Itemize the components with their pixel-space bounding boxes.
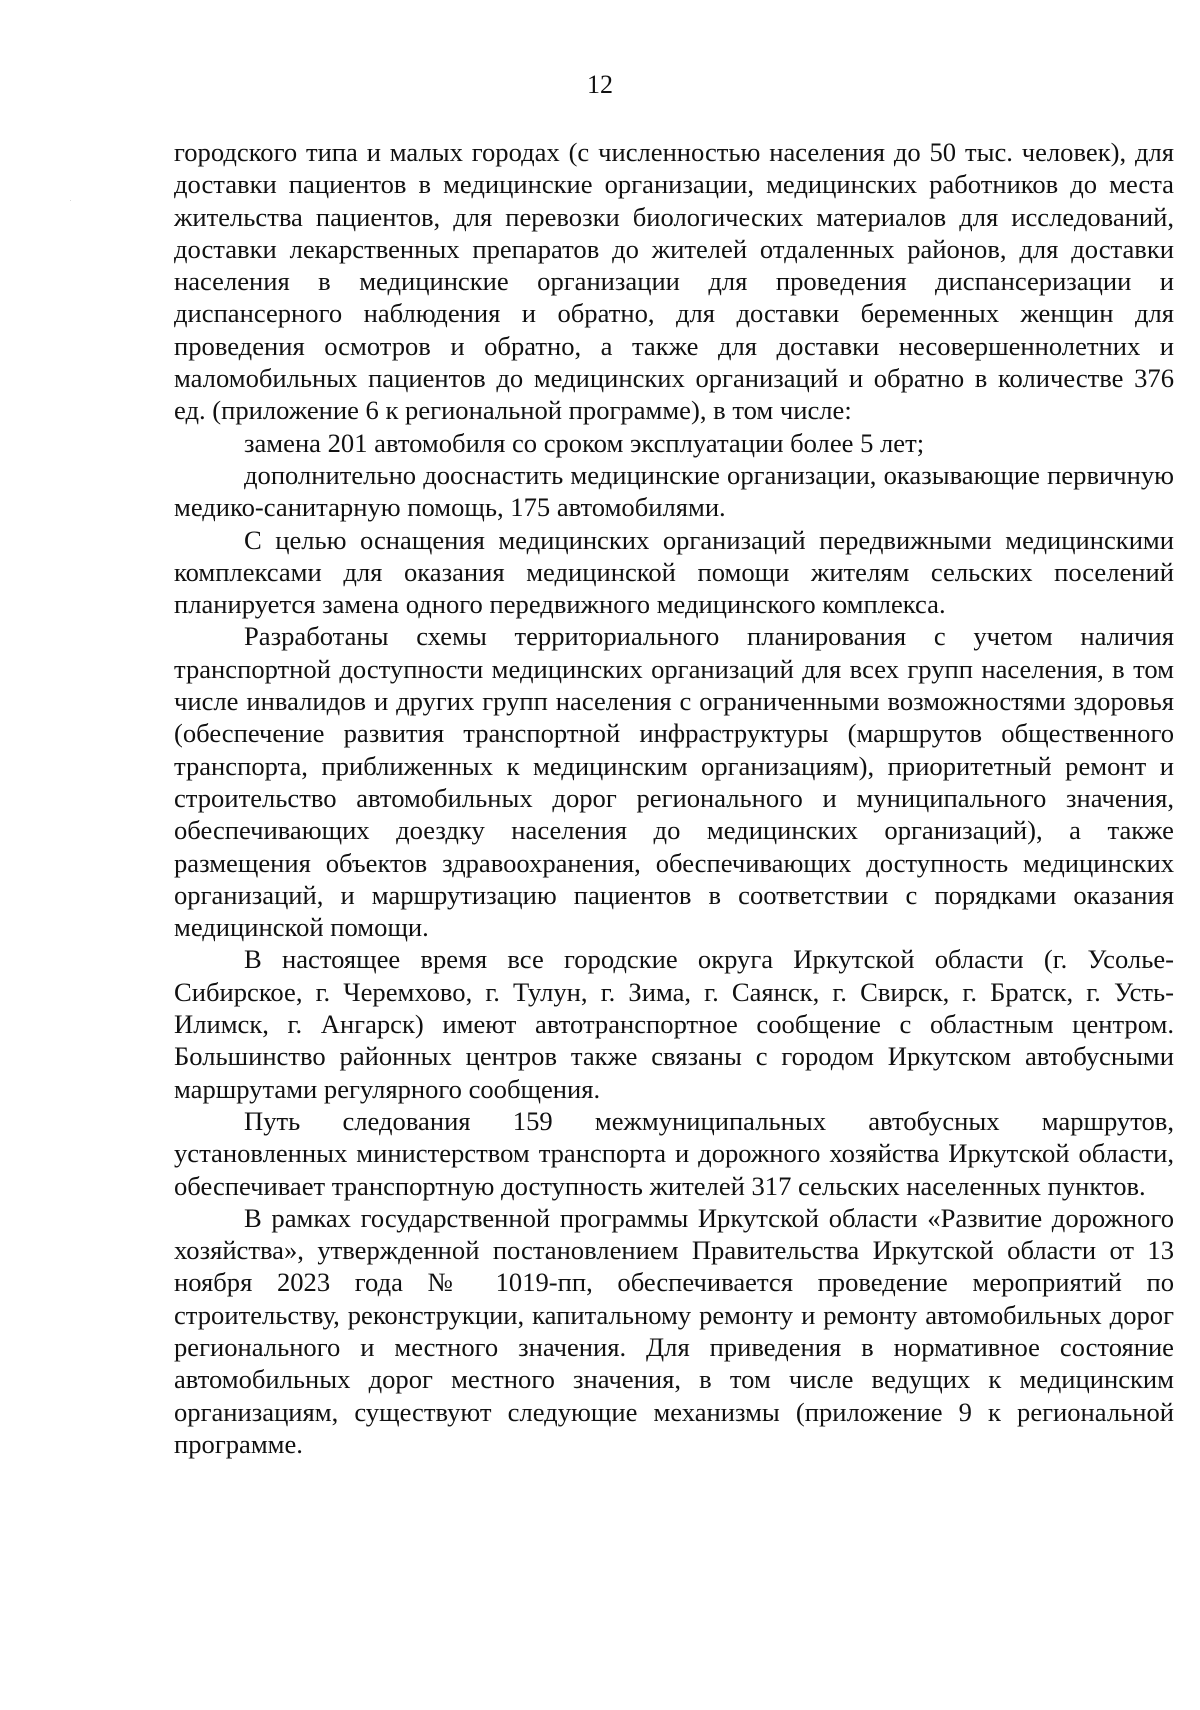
paragraph-vehicle-replacement: замена 201 автомобиля со сроком эксплуатации более 5 лет; [244, 427, 925, 458]
document-body [174, 136, 1174, 1460]
page-number: 12 [587, 70, 613, 99]
scan-artifact [70, 200, 71, 201]
paragraph-bus-routes: Путь следования 159 межмуниципальных автобусных маршрутов, установленных министерством транспорта и дорожного хозяйства Иркутской области, обеспечивает транспортную доступность жителей 317 сельских населенных пунктов. [174, 1105, 1174, 1201]
paragraph-mobile-complexes: С целью оснащения медицинских организаций передвижными медицинскими комплексами для оказания медицинской помощи жителям сельских поселений планируется замена одного передвижного медицинского комплекса. [174, 524, 1174, 620]
paragraph-city-districts: В настоящее время все городские округа Иркутской области (г. Усолье-Сибирское, г. Черемхово, г. Тулун, г. Зима, г. Саянск, г. Свирск, г. Братск, г. Усть-Илимск, г. Ангарск) имеют автотранспортное сообщение с областным центром. Большинство районных центров также связаны с городом Иркутском автобусными маршрутами регулярного сообщения. [174, 944, 1174, 1104]
paragraph-continuation: городского типа и малых городах (с численностью населения до 50 тыс. человек), для доставки пациентов в медицинские организации, медицинских работников до места жительства пациентов, для перевозки биологических материалов для исследований, доставки лекарственных препаратов до жителей отдаленных районов, для доставки населения в медицинские организации для проведения диспансеризации и диспансерного наблюдения и обратно, для доставки беременных женщин для проведения осмотров и обратно, а также для доставки несовершеннолетних и маломобильных пациентов до медицинских организаций и обратно в количестве 376 ед. (приложение 6 к региональной программе), в том числе: [174, 137, 1174, 426]
paragraph-road-program: В рамках государственной программы Иркутской области «Развитие дорожного хозяйства», утвержденной постановлением Правительства Иркутской области от 13 ноября 2023 года № 1019-пп, обеспечивается проведение мероприятий по строительству, реконструкции, капитальному ремонту и ремонту автомобильных дорог регионального и местного значения. Для приведения в нормативное состояние автомобильных дорог местного значения, в том числе ведущих к медицинским организациям, существуют следующие механизмы (приложение 9 к региональной программе. [174, 1202, 1174, 1459]
paragraph-territorial-planning: Разработаны схемы территориального планирования с учетом наличия транспортной доступности медицинских организаций для всех групп населения, в том числе инвалидов и других групп населения с ограниченными возможностями здоровья (обеспечение развития транспортной инфраструктуры (маршрутов общественного транспорта, приближенных к медицинским организациям), приоритетный ремонт и строительство автомобильных дорог регионального и муниципального значения, обеспечивающих доездку населения до медицинских организаций), а также размещения объектов здравоохранения, обеспечивающих доступность медицинских организаций, и маршрутизацию пациентов в соответствии с порядками оказания медицинской помощи. [174, 621, 1174, 943]
paragraph-additional-equipment: дополнительно дооснастить медицинские организации, оказывающие первичную медико-санитарную помощь, 175 автомобилями. [174, 459, 1174, 523]
